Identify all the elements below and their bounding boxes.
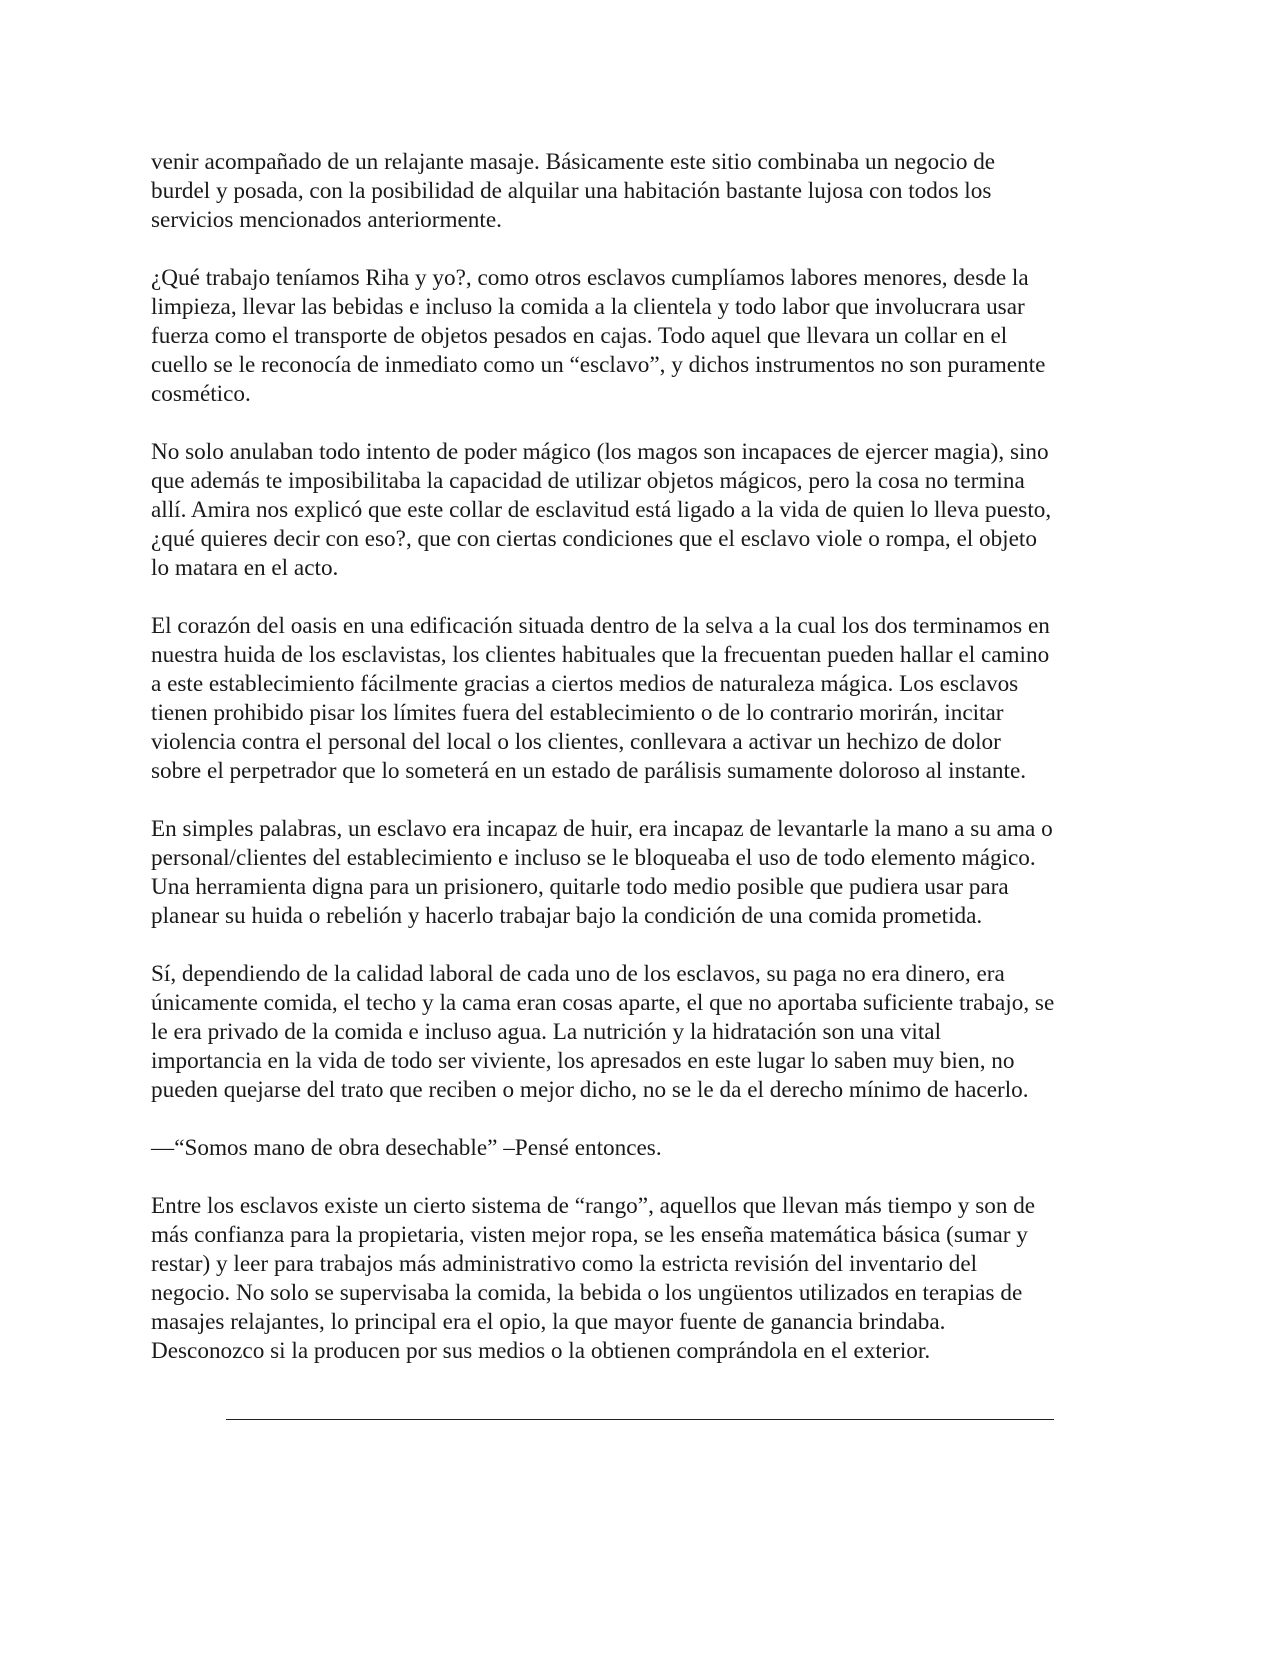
paragraph-1: venir acompañado de un relajante masaje. Básicamente este sitio combinaba un negocio de burdel y posada, con la posibilidad de alquilar una habitación bastante lujosa con todos los servicios mencionados anteriormente. — [151, 149, 996, 233]
paragraph-3: No solo anulaban todo intento de poder mágico (los magos son incapaces de ejercer magia), sino que además te imposibilitaba la capacidad de utilizar objetos mágicos, pero la cosa no termina allí. Amira nos explicó que este collar de esclavitud está ligado a la vida de quien lo lleva puesto, ¿qué quieres decir con eso?, que con ciertas condiciones que el esclavo viole o rompa, el objeto lo matara en el acto. — [151, 439, 1052, 581]
dialogue-line: —“Somos mano de obra desechable” –Pensé entonces. — [151, 1135, 662, 1161]
document-body — [151, 148, 1141, 1395]
paragraph-8: Entre los esclavos existe un cierto sistema de “rango”, aquellos que llevan más tiempo y son de más confianza para la propietaria, visten mejor ropa, se les enseña matemática básica (sumar y restar) y leer para trabajos más administrativo como la estricta revisión del inventario del negocio. No solo se supervisaba la comida, la bebida o los ungüentos utilizados en terapias de masajes relajantes, lo principal era el opio, la que mayor fuente de ganancia brindaba. Desconozco si la producen por sus medios o la obtienen comprándola en el exterior. — [151, 1193, 1036, 1364]
paragraph-6: Sí, dependiendo de la calidad laboral de cada uno de los esclavos, su paga no era dinero, era únicamente comida, el techo y la cama eran cosas aparte, el que no aportaba suficiente trabajo, se le era privado de la comida e incluso agua. La nutrición y la hidratación son una vital importancia en la vida de todo ser viviente, los apresados en este lugar lo saben muy bien, no pueden quejarse del trato que reciben o mejor dicho, no se le da el derecho mínimo de hacerlo. — [151, 961, 1055, 1103]
paragraph-5: En simples palabras, un esclavo era incapaz de huir, era incapaz de levantarle la mano a su ama o personal/clientes del establecimiento e incluso se le bloqueaba el uso de todo elemento mágico. Una herramienta digna para un prisionero, quitarle todo medio posible que pudiera usar para planear su huida o rebelión y hacerlo trabajar bajo la condición de una comida prometida. — [151, 816, 1053, 929]
paragraph-2: ¿Qué trabajo teníamos Riha y yo?, como otros esclavos cumplíamos labores menores, desde la limpieza, llevar las bebidas e incluso la comida a la clientela y todo labor que involucrara usar fuerza como el transporte de objetos pesados en cajas. Todo aquel que llevara un collar en el cuello se le reconocía de inmediato como un “esclavo”, y dichos instrumentos no son puramente cosmético. — [151, 265, 1046, 407]
paragraph-4: El corazón del oasis en una edificación situada dentro de la selva a la cual los dos terminamos en nuestra huida de los esclavistas, los clientes habituales que la frecuentan pueden hallar el camino a este establecimiento fácilmente gracias a ciertos medios de naturaleza mágica. Los esclavos tienen prohibido pisar los límites fuera del establecimiento o de lo contrario morirán, incitar violencia contra el personal del local o los clientes, conllevara a activar un hechizo de dolor sobre el perpetrador que lo someterá en un estado de parálisis sumamente doloroso al instante. — [151, 613, 1050, 784]
section-divider — [226, 1419, 1054, 1420]
